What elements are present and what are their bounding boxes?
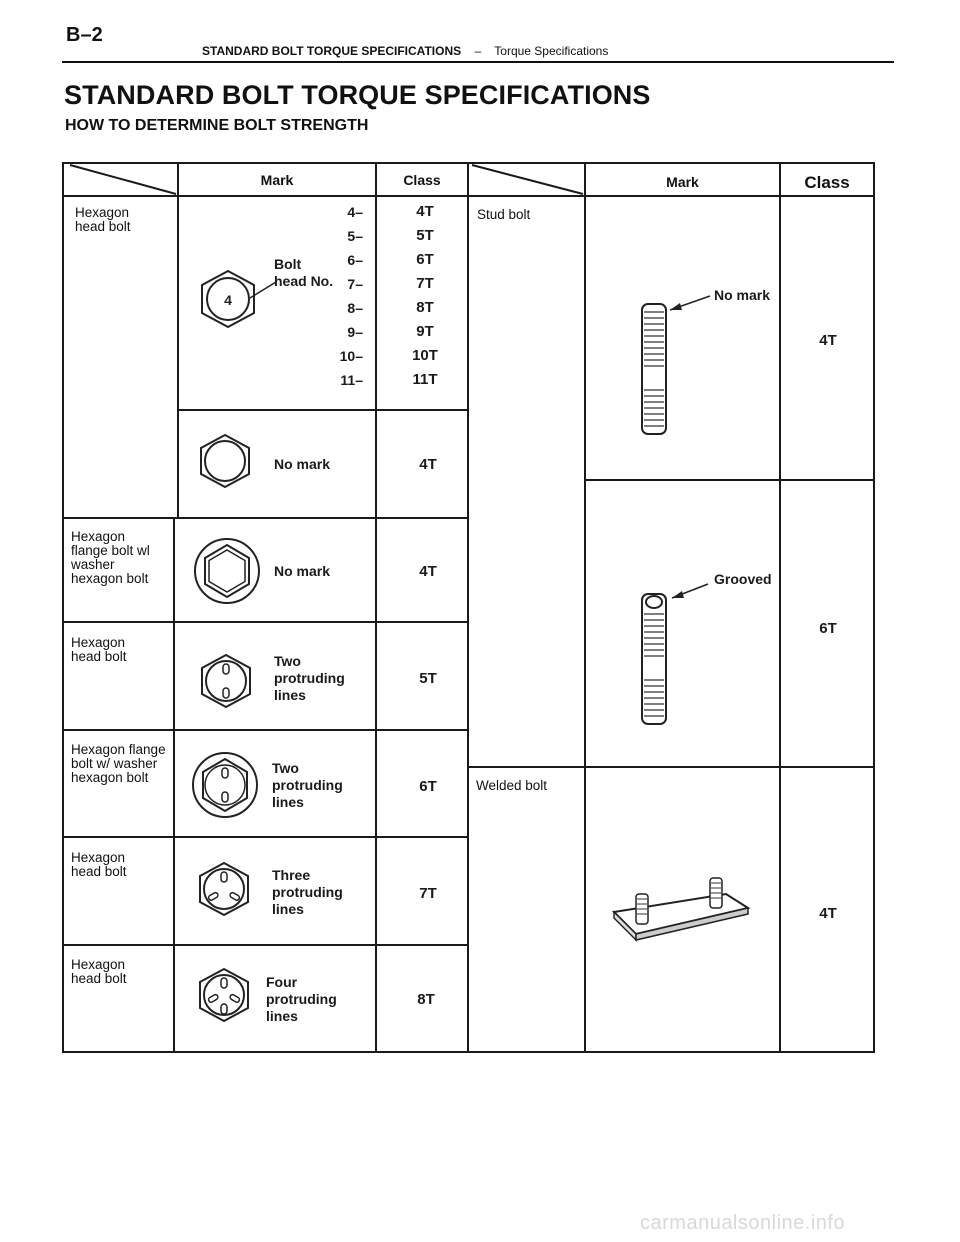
grooved-class: 6T bbox=[819, 620, 837, 637]
row5-class: 6T bbox=[419, 778, 437, 795]
hexagon-no-mark-icon bbox=[198, 432, 252, 490]
hexagon-three-lines-icon bbox=[196, 860, 252, 918]
row4-mark-text: Two protruding lines bbox=[274, 653, 345, 703]
row3-class: 4T bbox=[419, 563, 437, 580]
class-4t: 4T bbox=[416, 203, 434, 220]
hexagon-four-lines-icon bbox=[196, 966, 252, 1024]
head-no-4: 4– bbox=[347, 204, 363, 220]
running-header-section: STANDARD BOLT TORQUE SPECIFICATIONS bbox=[202, 44, 462, 58]
bolt-head-number-list bbox=[323, 200, 363, 392]
welded-bolt-class: 4T bbox=[819, 905, 837, 922]
row7-mark-text: Four protruding lines bbox=[266, 974, 337, 1024]
row2-mark-text: No mark bbox=[274, 456, 331, 472]
stud-bolt-mark-text: No mark bbox=[714, 287, 771, 303]
row7-type-label: Hexagon head bolt bbox=[71, 957, 127, 986]
row6-class: 7T bbox=[419, 885, 437, 902]
bolt-class-list bbox=[400, 200, 450, 392]
row4-type-label: Hexagon head bolt bbox=[71, 635, 127, 664]
row2-class: 4T bbox=[419, 456, 437, 473]
head-no-9: 9– bbox=[347, 324, 363, 340]
running-header-subsection: Torque Specifications bbox=[494, 44, 609, 58]
row5-type-label: Hexagon flange bolt w/ washer hexagon bolt bbox=[71, 742, 166, 785]
row3-mark-text: No mark bbox=[274, 563, 331, 579]
welded-bolt-icon bbox=[606, 870, 756, 950]
stud-bolt-class: 4T bbox=[819, 332, 837, 349]
left-class-header: Class bbox=[403, 172, 441, 188]
right-mark-header: Mark bbox=[666, 174, 699, 190]
class-9t: 9T bbox=[416, 323, 434, 340]
class-6t: 6T bbox=[416, 251, 434, 268]
head-no-8: 8– bbox=[347, 300, 363, 316]
welded-bolt-label: Welded bolt bbox=[476, 778, 548, 793]
row6-type-label: Hexagon head bolt bbox=[71, 850, 127, 879]
class-5t: 5T bbox=[416, 227, 434, 244]
class-7t: 7T bbox=[416, 275, 434, 292]
stud-bolt-no-mark-icon bbox=[630, 280, 790, 440]
page-subtitle: HOW TO DETERMINE BOLT STRENGTH bbox=[65, 117, 369, 134]
head-no-6: 6– bbox=[347, 252, 363, 268]
hexagon-two-lines-icon bbox=[198, 652, 254, 710]
class-10t: 10T bbox=[412, 347, 438, 364]
running-header-separator: – bbox=[474, 44, 482, 58]
row1-type-label: Hexagon head bolt bbox=[75, 205, 131, 234]
row6-mark-text: Three protruding lines bbox=[272, 867, 343, 917]
head-no-7: 7– bbox=[347, 276, 363, 292]
grooved-mark-text: Grooved bbox=[714, 571, 772, 587]
row7-class: 8T bbox=[417, 991, 435, 1008]
left-mark-header: Mark bbox=[260, 172, 294, 188]
class-8t: 8T bbox=[416, 299, 434, 316]
row1-mark-text: Bolt head No. bbox=[274, 256, 334, 289]
flange-bolt-two-lines-icon bbox=[190, 750, 260, 820]
right-class-header: Class bbox=[804, 173, 850, 192]
stud-bolt-label: Stud bolt bbox=[477, 207, 531, 222]
head-no-11: 11– bbox=[340, 372, 363, 388]
row3-type-label: Hexagon flange bolt wl washer hexagon bolt bbox=[71, 529, 150, 586]
row4-class: 5T bbox=[419, 670, 437, 687]
stud-bolt-grooved-icon bbox=[630, 568, 790, 738]
class-11t: 11T bbox=[412, 371, 438, 388]
page-title: STANDARD BOLT TORQUE SPECIFICATIONS bbox=[64, 80, 651, 110]
flange-bolt-no-mark-icon bbox=[192, 536, 262, 606]
head-no-10: 10– bbox=[339, 348, 363, 364]
head-no-5: 5– bbox=[347, 228, 363, 244]
bolt-head-number: 4 bbox=[224, 292, 232, 308]
row5-mark-text: Two protruding lines bbox=[272, 760, 343, 810]
page-number: B–2 bbox=[66, 24, 103, 46]
watermark: carmanualsonline.info bbox=[640, 1212, 846, 1234]
